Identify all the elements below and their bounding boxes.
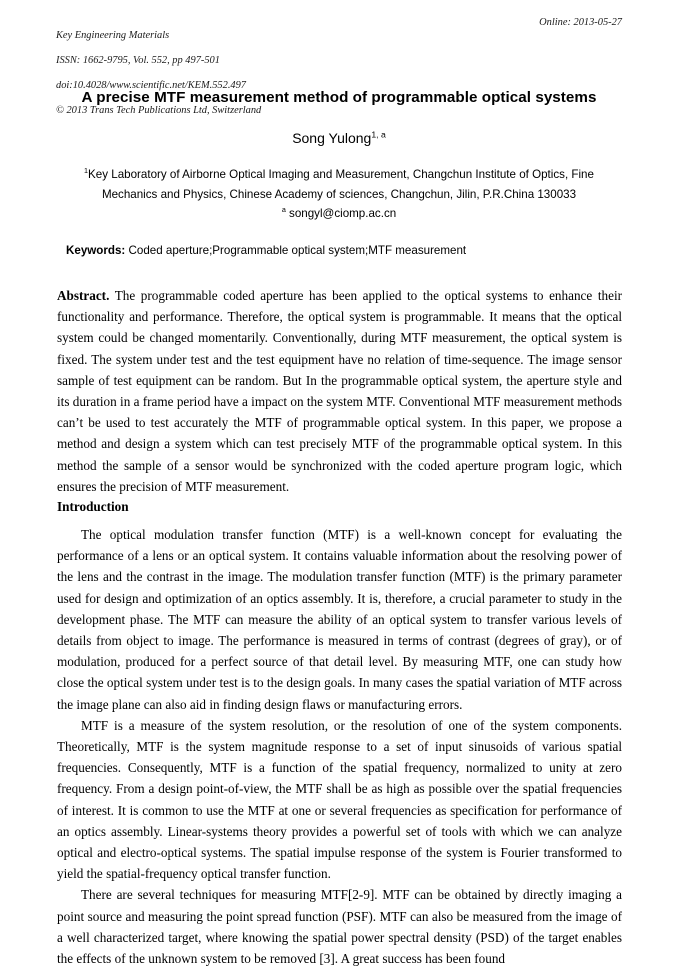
keywords-line bbox=[66, 243, 622, 259]
journal-header bbox=[56, 17, 622, 130]
email-line bbox=[56, 206, 622, 222]
author-name: Song Yulong bbox=[292, 130, 372, 146]
body-paragraph: MTF is a measure of the system resolution, or the resolution of one of the system components. Theoretically, MTF is the system magnitude response to a set of input sinusoids of various spatial frequencies. Consequently, MTF is a function of the spatial frequency, normalized to unity at zero frequency. From a design point-of-view, the MTF shall be as high as possible over the spatial frequencies of interest. It is common to use the MTF at one or several frequencies as specification for performance of an optics assembly. Linear-systems theory provides a powerful set of tools with which we can analyze optical and electro-optical systems. The spatial impulse response of the system is Fourier transformed to yield the spatial-frequency optical transfer function. bbox=[57, 717, 622, 882]
author-affiliation-marker: 1, a bbox=[371, 129, 386, 140]
abstract-block bbox=[57, 285, 622, 497]
page-title: A precise MTF measurement method of programmable optical systems bbox=[81, 89, 597, 106]
abstract-label: Abstract. bbox=[57, 288, 110, 303]
body-paragraph: There are several techniques for measuring MTF[2-9]. MTF can be obtained by directly imaging a point source and measuring the point spread function (PSF). MTF can also be measured from the image of a well characterized target, where knowing the spatial power spectral density (PSD) of the target enables the effects of the unknown system to be removed [3]. A great success has been found bbox=[57, 887, 622, 967]
email-marker: a bbox=[281, 205, 286, 215]
author-line bbox=[56, 129, 622, 147]
online-date: Online: 2013-05-27 bbox=[539, 17, 622, 28]
journal-header-row bbox=[56, 17, 622, 130]
abstract-text: The programmable coded aperture has been applied to the optical systems to enhance their functionality and performance. Therefore, the optical system is programmable. It means that the optical system could be changed momentarily. Conventionally, during MTF measurement, the optical system is fixed. The system under test and the test equipment have no relation of time-sequence. The image sensor sample of test equipment can be random. But In the programmable optical system, the aperture style and its duration in a frame period have a impact on the system MTF. Conventional MTF measurement methods can’t be used to test accurately the MTF of programmable optical system. In this paper, we propose a method and design a system which can test precisely MTF of the programmable optical system. In this method the sample of a sensor would be synchronized with the coded aperture program logic, which ensures the precision of MTF measurement. bbox=[57, 288, 622, 494]
journal-header-left bbox=[56, 17, 261, 130]
journal-doi: doi:10.4028/www.scientific.net/KEM.552.497 bbox=[56, 79, 246, 91]
journal-copyright: © 2013 Trans Tech Publications Ltd, Switzerland bbox=[56, 105, 262, 117]
section-body-introduction bbox=[57, 524, 622, 969]
keywords-value: Coded aperture;Programmable optical system;MTF measurement bbox=[128, 244, 467, 257]
author-email: songyl@ciomp.ac.cn bbox=[289, 207, 397, 220]
affiliation-marker: 1 bbox=[84, 166, 89, 176]
affiliation-text: Key Laboratory of Airborne Optical Imaging and Measurement, Changchun Institute of Optics, Fine Mechanics and Physics, Chinese Academy of sciences, Changchun, Jilin, P.R.China 130033 bbox=[88, 168, 594, 201]
body-paragraph: The optical modulation transfer function (MTF) is a well-known concept for evaluating the performance of a lens or an optical system. It contains valuable information about the resolving power of the lens and the contrast in the image. The modulation transfer function (MTF) is the primary parameter used for design and optimization of an optics assembly. It is, therefore, a crucial parameter to study in the development phase. The MTF can measure the ability of an optical system to transfer various levels of details from object to image. The performance is measured in terms of contrast (degrees of gray), or of modulation, produced for a perfect source of that detail level. By measuring MTF, one can study how close the optical system under test is to the design goals. In many cases the spatial variation of MTF across the image plane can also aid in finding design flaws or manufacturing errors. bbox=[57, 527, 622, 712]
affiliation-line bbox=[56, 165, 622, 204]
section-heading-introduction: Introduction bbox=[57, 499, 129, 514]
journal-name: Key Engineering Materials bbox=[56, 29, 170, 41]
journal-issn: ISSN: 1662-9795, Vol. 552, pp 497-501 bbox=[56, 54, 220, 66]
keywords-label: Keywords: bbox=[66, 244, 126, 257]
